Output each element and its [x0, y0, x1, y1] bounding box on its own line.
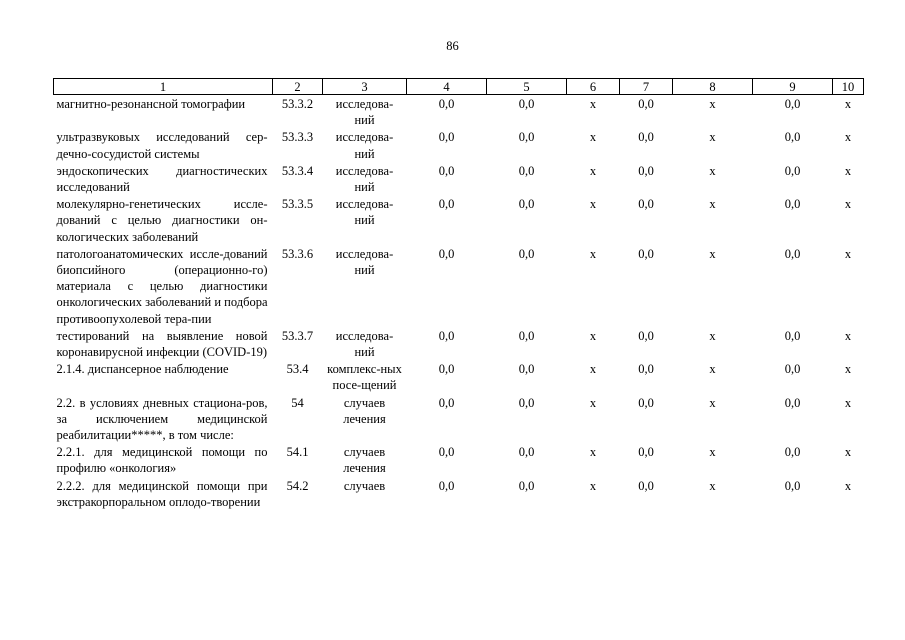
cell-c5: 0,0 — [518, 130, 535, 145]
column-header-7: 7 — [620, 79, 673, 95]
cell-c5: 0,0 — [518, 395, 535, 410]
cell-code: 53.3.5 — [281, 197, 314, 212]
cell-c7: 0,0 — [638, 478, 654, 493]
cell-c6: х — [589, 163, 597, 178]
cell-c7: 0,0 — [638, 362, 654, 377]
cell-c6: х — [589, 130, 597, 145]
cell-c5: 0,0 — [518, 197, 535, 212]
cell-c10: х — [844, 163, 852, 178]
cell-c7: 0,0 — [638, 395, 654, 410]
cell-c5: 0,0 — [518, 362, 535, 377]
cell-c10: х — [844, 97, 852, 111]
cell-c8: х — [709, 97, 716, 111]
table-row — [54, 95, 864, 129]
table-row — [54, 360, 864, 393]
cell-c9: 0,0 — [784, 328, 801, 343]
cell-c7: 0,0 — [638, 130, 654, 145]
table-row — [54, 327, 864, 360]
cell-c5: 0,0 — [518, 163, 535, 178]
cell-c6: х — [589, 395, 597, 410]
cell-code: 54 — [291, 395, 304, 410]
cell-code: 53.3.6 — [281, 246, 314, 261]
cell-c7: 0,0 — [638, 445, 654, 460]
table-row — [54, 128, 864, 161]
cell-c6: х — [589, 97, 597, 111]
cell-name: 2.2.1. для медицинской помощи по профилю «онкология» — [56, 445, 268, 476]
cell-c6: х — [589, 246, 597, 261]
cell-c4: 0,0 — [438, 163, 455, 178]
cell-code: 53.3.4 — [281, 163, 314, 178]
column-header-9: 9 — [753, 79, 833, 95]
cell-c8: х — [709, 362, 716, 377]
cell-code: 53.3.7 — [281, 328, 314, 343]
table-row — [54, 477, 864, 510]
cell-name: 2.2.2. для медицинской помощи при экстракорпоральном оплодо-творении — [56, 478, 268, 509]
cell-name: молекулярно-генетических иссле-дований с целью диагностики он-кологических заболеваний — [56, 197, 268, 244]
cell-c8: х — [709, 197, 716, 212]
cell-code: 53.3.2 — [281, 97, 314, 111]
table-row — [54, 245, 864, 327]
table-row — [54, 195, 864, 245]
cell-c5: 0,0 — [518, 478, 535, 493]
column-header-4: 4 — [407, 79, 487, 95]
cell-c10: х — [844, 395, 852, 410]
cell-c4: 0,0 — [438, 97, 455, 111]
column-header-5: 5 — [487, 79, 567, 95]
cell-unit: исследова-ний — [335, 163, 394, 195]
cell-code: 54.1 — [286, 445, 309, 460]
cell-c5: 0,0 — [518, 97, 535, 111]
cell-c7: 0,0 — [638, 97, 654, 111]
cell-c10: х — [844, 130, 852, 145]
cell-c8: х — [709, 163, 716, 178]
column-header-1: 1 — [54, 79, 273, 95]
cell-c6: х — [589, 362, 597, 377]
cell-c8: х — [709, 395, 716, 410]
cell-c6: х — [589, 197, 597, 212]
cell-c10: х — [844, 328, 852, 343]
cell-unit: исследова-ний — [335, 97, 394, 128]
cell-unit: случаев лечения — [343, 395, 386, 426]
cell-name: эндоскопических диагностических исследований — [56, 163, 268, 195]
cell-c9: 0,0 — [784, 130, 801, 145]
cell-c5: 0,0 — [518, 445, 535, 460]
cell-unit: комплекс-ных посе-щений — [327, 362, 402, 393]
cell-name: магнитно-резонансной томографии — [56, 97, 246, 111]
column-header-10: 10 — [833, 79, 864, 95]
cell-c10: х — [844, 478, 852, 493]
cell-unit: исследова-ний — [335, 246, 394, 278]
cell-c5: 0,0 — [518, 328, 535, 343]
cell-c10: х — [844, 197, 852, 212]
cell-c6: х — [589, 328, 597, 343]
header-row — [54, 79, 864, 95]
cell-c5: 0,0 — [518, 246, 535, 261]
page-number: 86 — [446, 39, 459, 53]
cell-unit: случаев — [343, 478, 386, 493]
table-row — [54, 443, 864, 476]
cell-code: 53.4 — [286, 362, 309, 377]
cell-c8: х — [709, 445, 716, 460]
cell-c4: 0,0 — [438, 130, 455, 145]
cell-c7: 0,0 — [638, 328, 654, 343]
column-header-2: 2 — [273, 79, 323, 95]
cell-c4: 0,0 — [438, 197, 455, 212]
cell-code: 53.3.3 — [281, 130, 314, 145]
table-row — [54, 394, 864, 444]
cell-c4: 0,0 — [438, 246, 455, 261]
cell-unit: исследова-ний — [335, 130, 394, 161]
cell-c10: х — [844, 445, 852, 460]
cell-c9: 0,0 — [784, 362, 801, 377]
column-header-3: 3 — [323, 79, 407, 95]
cell-name: ультразвуковых исследований сер-дечно-сосудистой системы — [56, 130, 268, 161]
cell-c9: 0,0 — [784, 246, 801, 261]
cell-c4: 0,0 — [438, 362, 455, 377]
cell-c7: 0,0 — [638, 197, 654, 212]
cell-c6: х — [589, 445, 597, 460]
cell-code: 54.2 — [286, 478, 309, 493]
cell-c6: х — [589, 478, 597, 493]
cell-c9: 0,0 — [784, 97, 801, 111]
cell-c9: 0,0 — [784, 395, 801, 410]
cell-c8: х — [709, 478, 716, 493]
cell-c9: 0,0 — [784, 478, 801, 493]
cell-c4: 0,0 — [438, 328, 455, 343]
cell-c9: 0,0 — [784, 197, 801, 212]
cell-name: тестирований на выявление новой коронавирусной инфекции (COVID-19) — [56, 328, 268, 360]
data-table — [53, 78, 864, 510]
cell-unit: случаев лечения — [343, 445, 386, 476]
cell-c4: 0,0 — [438, 478, 455, 493]
cell-c4: 0,0 — [438, 445, 455, 460]
cell-c4: 0,0 — [438, 395, 455, 410]
column-header-6: 6 — [567, 79, 620, 95]
cell-c10: х — [844, 246, 852, 261]
cell-c9: 0,0 — [784, 163, 801, 178]
cell-c7: 0,0 — [638, 163, 654, 178]
cell-c9: 0,0 — [784, 445, 801, 460]
cell-c8: х — [709, 246, 716, 261]
cell-unit: исследова-ний — [335, 197, 394, 228]
cell-c10: х — [844, 362, 852, 377]
table-row — [54, 162, 864, 195]
table-body — [54, 95, 864, 511]
column-header-8: 8 — [673, 79, 753, 95]
cell-name: 2.1.4. диспансерное наблюдение — [56, 362, 229, 377]
cell-unit: исследова-ний — [335, 328, 394, 360]
cell-name: патологоанатомических иссле-дований биопсийного (операционно-го) материала с целью диагностики онкологических заболеваний и подбора противоопухолевой тера-пии — [56, 246, 268, 326]
cell-c8: х — [709, 130, 716, 145]
cell-c8: х — [709, 328, 716, 343]
cell-name: 2.2. в условиях дневных стациона-ров, за исключением медицинской реабилитации*****, в том числе: — [56, 395, 268, 443]
cell-c7: 0,0 — [638, 246, 654, 261]
